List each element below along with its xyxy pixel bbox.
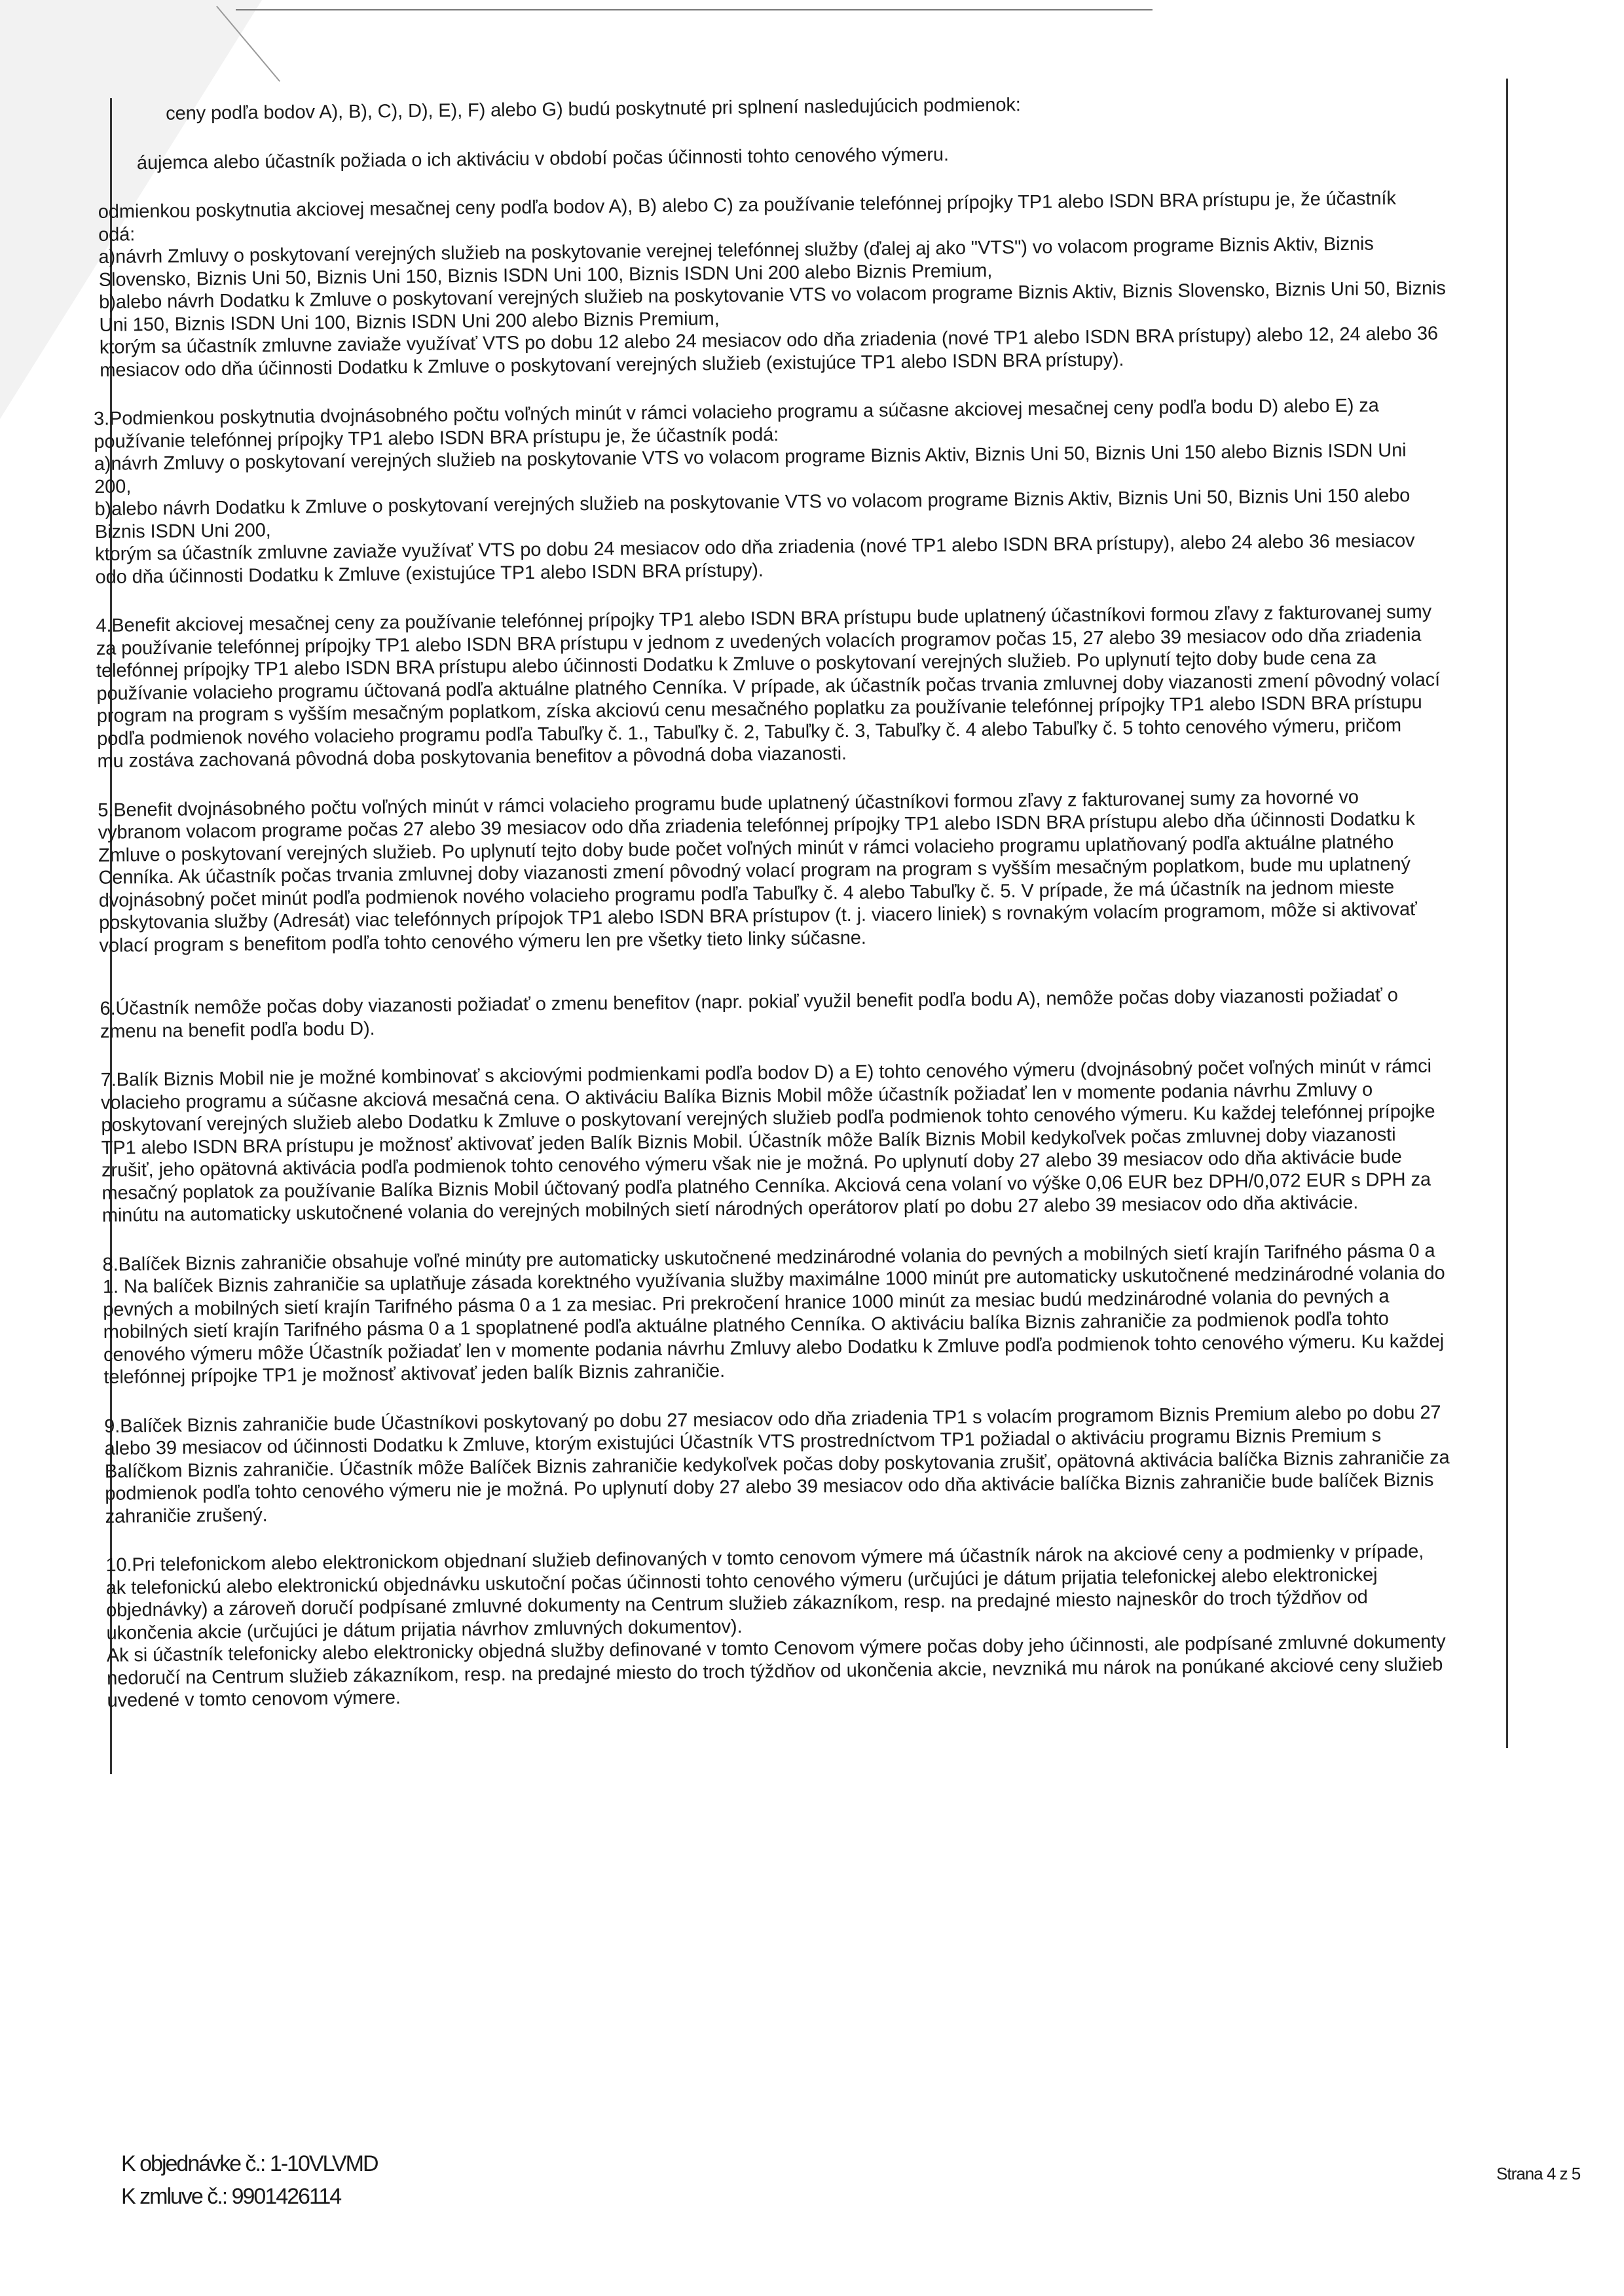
order-number: K objednávke č.: 1-10VLVMD bbox=[121, 2151, 378, 2176]
paragraph-3: 3.Podmienkou poskytnutia dvojnásobného počtu voľných minút v rámci volacieho programu a súčasne akciovej mesačnej ceny podľa bodu D) alebo E) za používanie telefónnej prípojky TP1 alebo ISDN BRA prístupu je, že účastník podá: a)návrh Zmluvy o poskytovaní verejných služieb na poskytovanie VTS vo volacom programe Biznis Aktiv, Biznis Uni 50, Biznis Uni 150 alebo Biznis ISDN Uni 200, b)alebo návrh Dodatku k Zmluve o poskytovaní verejných služieb na poskytovanie VTS vo volacom programe Biznis Aktiv, Biznis Uni 50, Biznis Uni 150 alebo Biznis ISDN Uni 200, ktorým sa účastník zmluvne zaviaže využívať VTS po dobu 24 mesiacov odo dňa zriadenia (nové TP1 alebo ISDN BRA prístupy), alebo 24 alebo 36 mesiacov odo dňa účinnosti Dodatku k Zmluve (existujúce TP1 alebo ISDN BRA prístupy). bbox=[93, 395, 1415, 588]
intro-text: ceny podľa bodov A), B), C), D), E), F) alebo G) budú poskytnuté pri splnení nasledujúcich podmienok: bbox=[166, 94, 1021, 124]
contract-number: K zmluve č.: 9901426114 bbox=[121, 2184, 341, 2209]
paragraph-6: 6.Účastník nemôže počas doby viazanosti požiadať o zmenu benefitov (napr. pokiaľ využil benefit podľa bodu A), nemôže počas doby viazanosti požiadať o zmenu na benefit podľa bodu D). bbox=[100, 985, 1398, 1042]
paragraph-1: áujemca alebo účastník požiada o ich aktiváciu v období počas účinnosti tohto cenového výmeru. bbox=[136, 143, 950, 173]
right-border-line bbox=[1506, 79, 1508, 1748]
footer-references bbox=[121, 2147, 378, 2213]
paragraph-5: 5.Benefit dvojnásobného počtu voľných minút v rámci volacieho programu bude uplatnený účastníkovi formou zľavy z fakturovanej sumy za hovorné vo vybranom volacom programe počas 27 alebo 39 mesiacov odo dňa zriadenia telefónnej prípojky TP1 alebo ISDN BRA prístupu alebo dňa účinnosti Dodatku k Zmluve o poskytovaní verejných služieb. Po uplynutí tejto doby bude počet voľných minút v rámci volacieho programu uplatňovaný podľa aktuálne platného Cenníka. Ak účastník počas trvania zmluvnej doby viazanosti zmení pôvodný volací program na program s vyšším mesačným poplatkom, bude mu uplatnený dvojnásobný počet minút podľa podmienok nového volacieho programu podľa Tabuľky č. 4 alebo Tabuľky č. 5. V prípade, že má účastník na jednom mieste poskytovania služby (Adresát) viac telefónnych prípojok TP1 alebo ISDN BRA prístupov (t. j. viacero liniek) s rovnakým volacím programom, môže si aktivovať volací program s benefitom podľa tohto cenového výmeru len pre všetky tieto linky súčasne. bbox=[98, 786, 1417, 957]
paragraph-10: 10.Pri telefonickom alebo elektronickom objednaní služieb definovaných v tomto cenovom výmere má účastník nárok na akciové ceny a podmienky v prípade, ak telefonickú alebo elektronickú objednávku uskutoční počas účinnosti tohto cenového výmeru (určujúci je dátum prijatia telefonickej alebo elektronickej objednávky) a zároveň doručí podpísané zmluvné dokumenty na Centrum služieb zákazníkom, resp. na predajné miesto najneskôr do troch týždňov od ukončenia akcie (určujúci je dátum prijatia návrhov zmluvných dokumentov). Ak si účastník telefonicky alebo elektronicky objedná služby definované v tomto Cenovom výmere počas doby jeho účinnosti, ale podpísané zmluvné dokumenty nedoručí na Centrum služieb zákazníkom, resp. na predajné miesto do troch týždňov od ukončenia akcie, nevzniká mu nárok na ponúkané akciové ceny služieb uvedené v tomto cenovom výmere. bbox=[105, 1540, 1446, 1711]
top-border-line bbox=[236, 9, 1153, 10]
paragraph-2: odmienkou poskytnutia akciovej mesačnej ceny podľa bodov A), B) alebo C) za používanie telefónnej prípojky TP1 alebo ISDN BRA prístupu je, že účastník odá: a)návrh Zmluvy o poskytovaní verejných služieb na poskytovanie verejnej telefónnej služby (ďalej aj ako "VTS") vo volacom programe Biznis Aktiv, Biznis Slovensko, Biznis Uni 50, Biznis Uni 150, Biznis ISDN Uni 100, Biznis ISDN Uni 200 alebo Biznis Premium, b)alebo návrh Dodatku k Zmluve o poskytovaní verejných služieb na poskytovanie VTS vo volacom programe Biznis Aktiv, Biznis Slovensko, Biznis Uni 50, Biznis Uni 150, Biznis ISDN Uni 100, Biznis ISDN Uni 200 alebo Biznis Premium, ktorým sa účastník zmluvne zaviaže využívať VTS po dobu 12 alebo 24 mesiacov odo dňa zriadenia (nové TP1 alebo ISDN BRA prístupy) alebo 12, 24 alebo 36 mesiacov odo dňa účinnosti Dodatku k Zmluve o poskytovaní verejných služieb (existujúce TP1 alebo ISDN BRA prístupy). bbox=[98, 188, 1446, 381]
page-number: Strana 4 z 5 bbox=[1496, 2164, 1581, 2183]
paragraph-7: 7.Balík Biznis Mobil nie je možné kombinovať s akciovými podmienkami podľa bodov D) a E) tohto cenového výmeru (dvojnásobný počet voľných minút v rámci volacieho programu a súčasne akciová mesačná cena. O aktiváciu Balíka Biznis Mobil môže účastník požiadať len v momente podania návrhu Zmluvy o poskytovaní verejných služieb alebo Dodatku k Zmluve o poskytovaní verejných služieb podľa podmienok tohto cenového výmeru. Ku každej telefónnej prípojke TP1 alebo ISDN BRA prístupu je možnosť aktivovať jeden Balík Biznis Mobil. Účastník môže Balík Biznis Mobil kedykoľvek počas zmluvnej doby viazanosti zrušiť, jeho opätovná aktivácia podľa podmienok tohto cenového výmeru však nie je možná. Po uplynutí doby 27 alebo 39 mesiacov odo dňa aktivácie bude mesačný poplatok za používanie Balíka Biznis Mobil účtovaný podľa platného Cenníka. Akciová cena volaní vo výške 0,06 EUR bez DPH/0,072 EUR s DPH za minútu na automaticky uskutočnené volania do verejných mobilných sietí národných operátorov platí po dobu 27 alebo 39 mesiacov odo dňa aktivácie. bbox=[100, 1055, 1435, 1226]
paragraph-4: 4.Benefit akciovej mesačnej ceny za používanie telefónnej prípojky TP1 alebo ISDN BRA prístupu bude uplatnený účastníkovi formou zľavy z fakturovanej sumy za používanie telefónnej prípojky TP1 alebo ISDN BRA prístupu v jednom z uvedených volacích programov počas 15, 27 alebo 39 mesiacov odo dňa zriadenia telefónnej prípojky TP1 alebo ISDN BRA prístupu alebo účinnosti Dodatku k Zmluve o poskytovaní verejných služieb. Po uplynutí tejto doby bude cena za používanie volacieho programu účtovaná podľa aktuálne platného Cenníka. V prípade, ak účastník počas trvania zmluvnej doby viazanosti zmení pôvodný volací program na program s vyšším mesačným poplatkom, získa akciovú cenu mesačného poplatku za používanie telefónnej prípojky TP1 alebo ISDN BRA prístupu podľa podmienok nového volacieho programu podľa Tabuľky č. 1., Tabuľky č. 2, Tabuľky č. 3, Tabuľky č. 4 alebo Tabuľky č. 5 tohto cenového výmeru, pričom mu zostáva zachovaná pôvodná doba poskytovania benefitov a pôvodná doba viazanosti. bbox=[96, 601, 1441, 772]
document-body bbox=[90, 89, 1509, 1713]
paragraph-9: 9.Balíček Biznis zahraničie bude Účastníkovi poskytovaný po dobu 27 mesiacov odo dňa zriadenia TP1 s volacím programom Biznis Premium alebo po dobu 27 alebo 39 mesiacov od účinnosti Dodatku k Zmluve, ktorým existujúci Účastník VTS prostredníctvom TP1 požiadal o aktiváciu programu Biznis Premium s Balíčkom Biznis zahraničie. Účastník môže Balíček Biznis zahraničie kedykoľvek počas doby poskytovania zrušiť, opätovná aktivácia balíčka Biznis zahraničie za podmienok podľa tohto cenového výmeru nie je možná. Po uplynutí doby 27 alebo 39 mesiacov odo dňa aktivácie balíčka Biznis zahraničie bude balíček Biznis zahraničie zrušený. bbox=[103, 1402, 1450, 1527]
paragraph-8: 8.Balíček Biznis zahraničie obsahuje voľné minúty pre automaticky uskutočnené medzinárodné volania do pevných a mobilných sietí krajín Tarifného pásma 0 a 1. Na balíček Biznis zahraničie sa uplatňuje zásada korektného využívania služby maximálne 1000 minút pre automaticky uskutočnené medzinárodné volania do pevných a mobilných sietí krajín Tarifného pásma 0 a 1 za mesiac. Pri prekročení hranice 1000 minút za mesiac budú medzinárodné volania do pevných a mobilných sietí krajín Tarifného pásma 0 a 1 spoplatnené podľa aktuálne platného Cenníka. O aktiváciu balíka Biznis zahraničie za podmienok podľa tohto cenového výmeru môže Účastník požiadať len v momente podania návrhu Zmluvy alebo Dodatku k Zmluve podľa podmienok tohto cenového výmeru. Ku každej telefónnej prípojke TP1 je možnosť aktivovať jeden balík Biznis zahraničie. bbox=[102, 1240, 1445, 1388]
